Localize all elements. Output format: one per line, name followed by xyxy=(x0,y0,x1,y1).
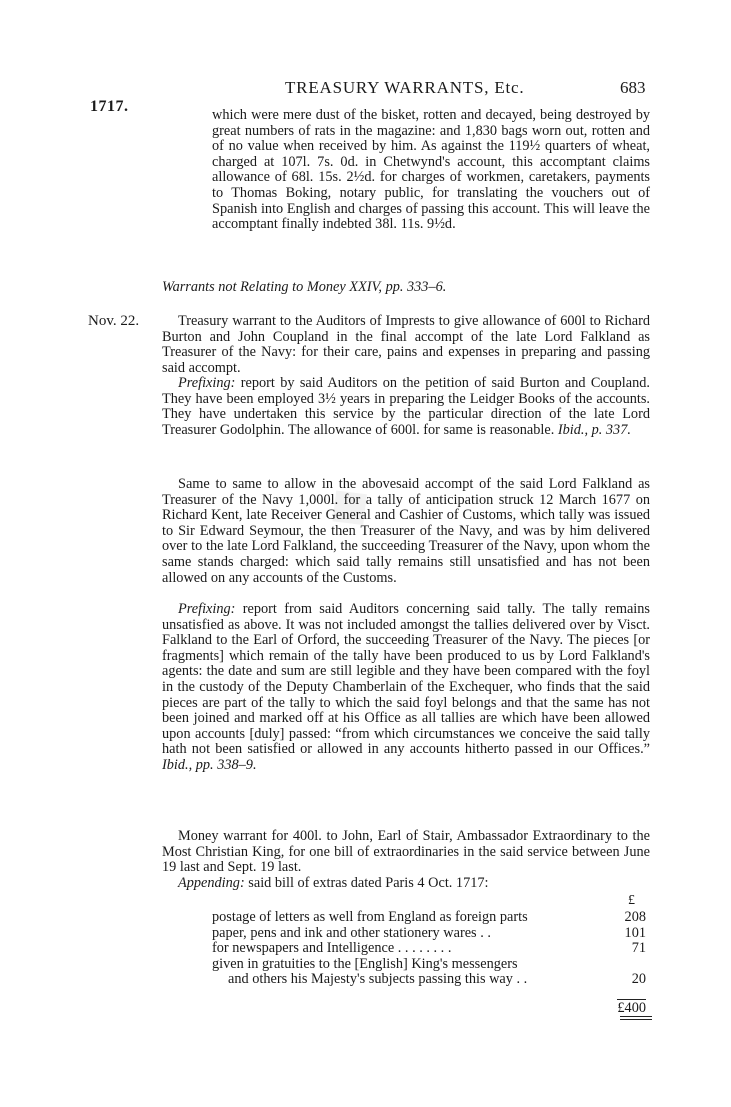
bill-total: £400 xyxy=(617,1000,646,1016)
bill-item-amount: 20 xyxy=(631,971,646,988)
bill-row xyxy=(212,941,650,957)
page-header xyxy=(0,78,731,115)
bill-item-label: paper, pens and ink and other stationery wares . . xyxy=(212,924,491,941)
bill-item-amount: 71 xyxy=(631,940,646,957)
bill-row xyxy=(212,972,650,988)
paragraph-appending: Appending: said bill of extras dated Paris 4 Oct. 1717: xyxy=(178,875,489,891)
paragraph-tally-allowance: Same to same to allow in the abovesaid accompt of the said Lord Falkland as Treasurer of the Navy 1,000l. for a tally of anticipation struck 12 March 1677 on Richard Kent, late Receiver General and Cashier of Customs, which tally was issued to Sir Edward Seymour, the then Treasurer of the Navy, and was by him delivered over to the late Lord Falkland, the succeeding Treasurer of the Navy, upon whom the same stands charged: which said tally remains still unsatisfied and has not been allowed on any accounts of the Customs. xyxy=(162,476,650,586)
bill-row xyxy=(212,957,650,973)
bill-of-extras xyxy=(212,909,650,1016)
paragraph-prefixing-burton: Prefixing: report by said Auditors on the petition of said Burton and Coupland. They have been employed 3½ years in preparing the Leidger Books of the accounts. They have undertaken this service by the particular direction of the late Lord Treasurer Godolphin. The allowance of 600l. for same is reasonable. Ibid., p. 337. xyxy=(162,375,650,438)
paragraph-source-reference: Warrants not Relating to Money XXIV, pp. 333–6. xyxy=(162,279,447,295)
bill-item-label: given in gratuities to the [English] King's messengers xyxy=(212,955,518,972)
paragraph-money-warrant: Money warrant for 400l. to John, Earl of Stair, Ambassador Extraordinary to the Most Christian King, for one bill of extraordinaries in the said service between June 19 last and Sept. 19 last. xyxy=(162,828,650,876)
bill-row xyxy=(212,910,650,926)
bill-item-amount: 208 xyxy=(624,909,646,925)
entry-date: Nov. 22. xyxy=(88,313,140,329)
paragraph-warrant-burton: Treasury warrant to the Auditors of Imprests to give allowance of 600l to Richard Burton and John Coupland in the final accompt of the late Lord Falkland as Treasurer of the Navy: for their care, pains and expenses in preparing and passing said accompt. xyxy=(162,313,650,376)
total-double-rule xyxy=(620,1016,652,1017)
bill-row xyxy=(212,926,650,942)
bill-item-label: for newspapers and Intelligence . . . . . . . . xyxy=(212,940,452,957)
bill-item-label: and others his Majesty's subjects passing this way . . xyxy=(228,971,528,988)
currency-symbol: £ xyxy=(628,893,635,908)
year-label: 1717. xyxy=(90,98,129,115)
total-double-rule xyxy=(620,1019,652,1020)
running-title: TREASURY WARRANTS, Etc. xyxy=(285,78,525,97)
watermark-mark: ◆ xyxy=(312,463,389,542)
paragraph-continuation: which were mere dust of the bisket, rotten and decayed, being destroyed by great numbers of rats in the magazine: and 1,830 bags worn out, rotten and of no value when received by him. As against the 119½ quarters of wheat, charged at 107l. 7s. 0d. in Chetwynd's account, this accomptant claims allowance of 68l. 15s. 2½d. for charges of workmen, caretakers, payments to Thomas Boking, notary public, for translating the vouchers out of Spanish into English and charges of passing this account. This will leave the accomptant finally indebted 38l. 11s. 9½d. xyxy=(212,107,650,233)
paragraph-prefixing-tally: Prefixing: report from said Auditors concerning said tally. The tally remains unsatisfied as above. It was not included amongst the tallies delivered over by Visct. Falkland to the Earl of Orford, the succeeding Treasurer of the Navy. The pieces [or fragments] which remain of the tally have been produced to us by Lord Falkland's agents: the date and sum are still legible and they have been compared with the foyl in the custody of the Deputy Chamberlain of the Exchequer, who finds that the said pieces are part of the tally to which the said foyl belongs and that the same has not been joined and marked off at his Office as all tallies are which have been allowed upon accounts [duly] passed: “from which circumstances we conceive the said tally hath not been satisfied or allowed in any accounts hitherto passed in our Offices.” Ibid., pp. 338–9. xyxy=(162,601,650,773)
bill-item-label: postage of letters as well from England as foreign parts xyxy=(212,909,528,925)
bill-item-amount: 101 xyxy=(624,924,646,941)
page-number: 683 xyxy=(620,78,646,97)
